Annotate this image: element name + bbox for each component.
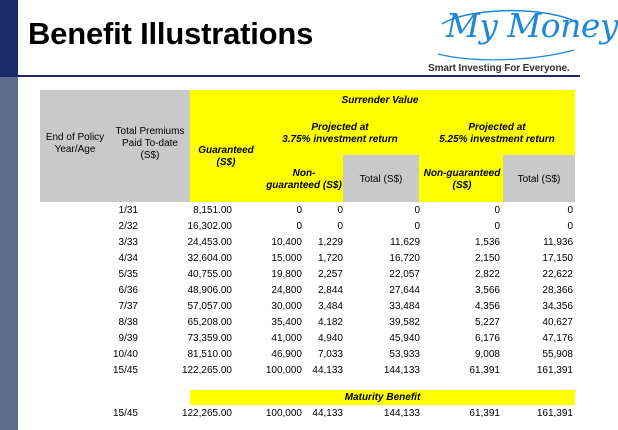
table-cell-total-2: 17,150 [542, 253, 573, 264]
table-cell-guaranteed: 100,000 [265, 365, 302, 376]
table-cell-guaranteed: 46,900 [271, 349, 302, 360]
table-cell-total-2: 47,176 [542, 333, 573, 344]
table-cell-non-guaranteed-1: 2,257 [317, 269, 343, 280]
table-cell-total-2: 40,627 [542, 317, 573, 328]
col-header-total-premiums: Total Premiums Paid To-date (S$) [115, 126, 185, 161]
table-cell-non-guaranteed-2: 2,150 [474, 253, 500, 264]
table-cell-total-1: 0 [414, 221, 420, 232]
table-cell-non-guaranteed-1: 7,033 [317, 349, 343, 360]
table-cell-year: 9/39 [118, 333, 138, 344]
table-cell-year: 4/34 [118, 253, 138, 264]
table-row [40, 363, 576, 379]
col-header-end-of-policy: End of Policy Year/Age [45, 132, 105, 155]
table-row [40, 347, 576, 363]
table-cell-guaranteed: 35,400 [271, 317, 302, 328]
table-cell-premiums: 8,151.00 [193, 205, 232, 216]
brand-logo [428, 6, 618, 74]
table-row [40, 283, 576, 299]
table-cell-guaranteed: 10,400 [271, 237, 302, 248]
table-cell-non-guaranteed-2: 0 [494, 205, 500, 216]
table-cell-non-guaranteed-1: 1,720 [317, 253, 343, 264]
table-cell-non-guaranteed-2: 4,356 [474, 301, 500, 312]
table-cell-year: 15/45 [112, 365, 138, 376]
logo-wordmark: My Money [446, 6, 618, 45]
table-cell-total-2: 0 [567, 221, 573, 232]
table-cell-non-guaranteed-1: 0 [337, 221, 343, 232]
maturity-cell-total-1: 144,133 [383, 408, 420, 419]
table-cell-year: 3/33 [118, 237, 138, 248]
table-cell-total-2: 11,936 [543, 237, 573, 248]
table-cell-non-guaranteed-2: 9,008 [474, 349, 500, 360]
table-cell-total-1: 0 [414, 205, 420, 216]
col-header-total-1: Total (S$) [359, 174, 403, 185]
table-cell-premiums: 16,302.00 [187, 221, 232, 232]
table-cell-premiums: 32,604.00 [187, 253, 232, 264]
table-row [40, 299, 576, 315]
table-cell-total-1: 27,644 [389, 285, 420, 296]
table-cell-total-1: 39,582 [389, 317, 420, 328]
table-row [40, 219, 576, 235]
table-cell-total-1: 11,629 [390, 237, 420, 248]
table-cell-non-guaranteed-1: 4,182 [317, 317, 343, 328]
col-header-total-2: Total (S$) [517, 174, 561, 185]
maturity-row [40, 406, 576, 422]
table-cell-total-2: 161,391 [536, 365, 573, 376]
table-cell-non-guaranteed-2: 6,176 [474, 333, 500, 344]
side-accent-bar [0, 0, 18, 430]
table-cell-year: 7/37 [118, 301, 138, 312]
maturity-cell-non-guaranteed-2: 61,391 [469, 408, 500, 419]
col-header-non-guaranteed-2: Non-guaranteed (S$) [423, 168, 501, 191]
table-cell-non-guaranteed-2: 61,391 [469, 365, 500, 376]
table-cell-total-1: 22,057 [389, 269, 420, 280]
table-row [40, 267, 576, 283]
col-header-projected-525-b: 5.25% investment return [439, 134, 555, 145]
table-cell-year: 10/40 [112, 349, 138, 360]
table-cell-total-1: 45,940 [389, 333, 420, 344]
col-header-projected-525-a: Projected at [468, 122, 526, 133]
table-cell-guaranteed: 19,800 [271, 269, 302, 280]
col-header-projected-375-a: Projected at [311, 122, 369, 133]
maturity-cell-premiums: 122,265.00 [181, 408, 232, 419]
page-title: Benefit Illustrations [28, 16, 314, 51]
maturity-cell-total-2: 161,391 [536, 408, 573, 419]
table-cell-non-guaranteed-1: 0 [337, 205, 343, 216]
table-cell-guaranteed: 15,000 [271, 253, 302, 264]
table-cell-non-guaranteed-1: 1,229 [317, 237, 343, 248]
table-row [40, 203, 576, 219]
table-cell-year: 8/38 [118, 317, 138, 328]
table-cell-non-guaranteed-2: 3,566 [474, 285, 500, 296]
table-cell-guaranteed: 41,000 [271, 333, 302, 344]
table-cell-total-2: 28,366 [542, 285, 573, 296]
col-header-non-guaranteed-1: Non-guaranteed (S$) [266, 168, 342, 191]
table-cell-guaranteed: 0 [296, 205, 302, 216]
table-row [40, 251, 576, 267]
header-divider [0, 75, 580, 77]
table-cell-total-1: 144,133 [383, 365, 420, 376]
table-cell-non-guaranteed-2: 1,536 [474, 237, 500, 248]
side-accent-bar-top [0, 0, 18, 75]
table-row [40, 315, 576, 331]
table-cell-total-1: 16,720 [389, 253, 420, 264]
table-cell-total-1: 53,933 [389, 349, 420, 360]
table-cell-non-guaranteed-1: 4,940 [317, 333, 343, 344]
table-cell-guaranteed: 24,800 [271, 285, 302, 296]
table-cell-total-2: 0 [567, 205, 573, 216]
table-row [40, 235, 576, 251]
table-cell-premiums: 122,265.00 [181, 365, 232, 376]
table-cell-non-guaranteed-2: 5,227 [474, 317, 500, 328]
table-cell-year: 6/36 [118, 285, 138, 296]
table-cell-premiums: 81,510.00 [187, 349, 232, 360]
table-cell-non-guaranteed-2: 0 [494, 221, 500, 232]
table-cell-guaranteed: 30,000 [271, 301, 302, 312]
col-header-guaranteed: Guaranteed (S$) [198, 145, 254, 168]
table-cell-total-2: 55,908 [542, 349, 573, 360]
col-header-surrender-value: Surrender Value [341, 95, 419, 106]
table-cell-guaranteed: 0 [296, 221, 302, 232]
table-row [40, 331, 576, 347]
table-cell-premiums: 48,906.00 [187, 285, 232, 296]
table-cell-total-2: 34,356 [542, 301, 573, 312]
table-cell-premiums: 65,208.00 [187, 317, 232, 328]
table-cell-premiums: 73,359.00 [187, 333, 232, 344]
table-cell-non-guaranteed-1: 3,484 [317, 301, 343, 312]
table-cell-total-2: 22,622 [542, 269, 573, 280]
table-cell-non-guaranteed-2: 2,822 [474, 269, 500, 280]
table-cell-premiums: 24,453.00 [187, 237, 232, 248]
logo-tagline: Smart Investing For Everyone. [428, 63, 570, 74]
maturity-benefit-label: Maturity Benefit [190, 390, 575, 405]
maturity-cell-guaranteed: 100,000 [265, 408, 302, 419]
table-cell-total-1: 33,484 [389, 301, 420, 312]
table-cell-year: 5/35 [118, 269, 138, 280]
table-cell-year: 1/31 [118, 205, 138, 216]
table-cell-year: 2/32 [118, 221, 138, 232]
table-cell-premiums: 57,057.00 [187, 301, 232, 312]
table-cell-non-guaranteed-1: 2,844 [317, 285, 343, 296]
table-cell-non-guaranteed-1: 44,133 [312, 365, 343, 376]
maturity-cell-year: 15/45 [112, 408, 138, 419]
table-cell-premiums: 40,755.00 [187, 269, 232, 280]
col-header-projected-375-b: 3.75% investment return [282, 134, 398, 145]
maturity-cell-non-guaranteed-1: 44,133 [312, 408, 343, 419]
